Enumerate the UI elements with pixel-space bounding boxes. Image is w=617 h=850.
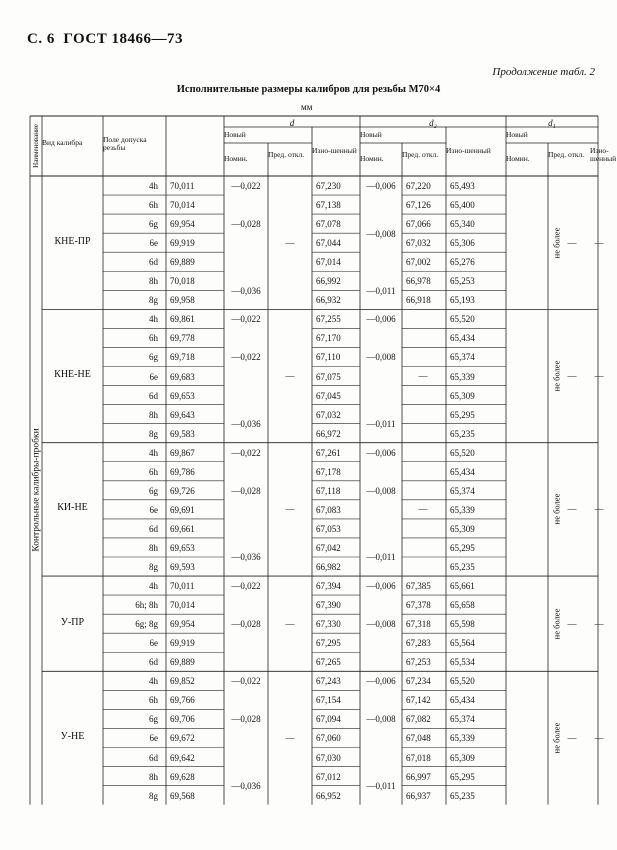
d-nomin-cell: 69,867 <box>170 447 195 458</box>
d2-nomin-cell: 67,118 <box>316 485 341 496</box>
d2-izn-cell: 67,066 <box>406 219 431 230</box>
d2-dev-cell: —0,008 <box>366 619 396 630</box>
d1-pred-dash: — <box>567 237 577 248</box>
pole-cell: 6h <box>149 200 158 211</box>
d1-pred-dash: — <box>567 732 577 743</box>
kalibr-name: КНЕ-НЕ <box>54 369 91 381</box>
d2-nomin-cell: 67,390 <box>316 600 341 611</box>
d1-nomin-cell: 65,564 <box>450 638 475 649</box>
d1-nomin-cell: 65,534 <box>450 657 475 668</box>
d1-nomin-cell: 65,520 <box>450 447 475 458</box>
pole-cell: 4h <box>149 676 158 687</box>
d1-nomin-cell: 65,309 <box>450 523 475 534</box>
kalibr-name: КИ-НЕ <box>57 502 88 514</box>
d-nomin-cell: 69,583 <box>170 428 195 439</box>
kalibr-name: У-НЕ <box>60 730 85 742</box>
d2-nomin-cell: 67,044 <box>316 238 341 249</box>
d2-izn-cell: 67,253 <box>406 657 431 668</box>
d2-nomin-cell: 67,261 <box>316 447 341 458</box>
kalibr-name: КНЕ-ПР <box>54 235 91 247</box>
d2-nomin-cell: 67,178 <box>316 466 341 477</box>
d-nomin-cell: 70,014 <box>170 600 195 611</box>
d-nomin-cell: 69,954 <box>170 619 195 630</box>
d1-nomin-cell: 65,295 <box>450 409 475 420</box>
d1-nomin-cell: 65,374 <box>450 485 475 496</box>
d2-dev-cell: —0,011 <box>366 552 396 563</box>
header-izn-d: Изно-шенный <box>312 146 357 155</box>
d-nomin-cell: 69,653 <box>170 390 195 401</box>
pole-cell: 6h <box>149 333 158 344</box>
d2-nomin-cell: 67,295 <box>316 638 341 649</box>
pole-cell: 4h <box>149 447 158 458</box>
d-dev-cell: —0,022 <box>231 314 261 325</box>
d2-nomin-cell: 67,030 <box>316 752 341 763</box>
d2-nomin-cell: 67,243 <box>316 676 341 687</box>
d-nomin-cell: 69,726 <box>170 485 195 496</box>
d2-izn-dash: — <box>418 371 428 382</box>
d2-nomin-cell: 66,972 <box>316 428 341 439</box>
header-nomin-d2: Номин. <box>360 154 384 163</box>
d2-nomin-cell: 67,042 <box>316 542 341 553</box>
header-nomin-d: Номин. <box>224 154 248 163</box>
d-nomin-cell: 69,852 <box>170 676 195 687</box>
d2-izn-cell: 67,220 <box>406 181 431 191</box>
d-nomin-cell: 69,718 <box>170 352 195 363</box>
d-nomin-cell: 69,691 <box>170 504 195 515</box>
pole-cell: 4h <box>149 181 158 191</box>
d2-nomin-cell: 66,952 <box>316 790 341 801</box>
d-nomin-cell: 70,018 <box>170 276 195 287</box>
d2-izn-cell: 67,318 <box>406 619 431 630</box>
d1-nomin-cell: 65,374 <box>450 352 475 363</box>
ne-bolee-label: не более <box>550 608 561 640</box>
header-novyi-d2: Новый <box>360 130 382 139</box>
d2-dev-cell: —0,008 <box>366 485 396 496</box>
d1-nomin-cell: 65,520 <box>450 314 475 325</box>
d1-pred-dash: — <box>567 371 577 382</box>
d-dev-cell: —0,028 <box>231 219 261 230</box>
pole-cell: 8h <box>149 771 158 782</box>
d-dev-cell: —0,022 <box>231 581 261 592</box>
table-continuation: Продолжение табл. 2 <box>492 66 595 78</box>
d2-dev-cell: —0,011 <box>366 781 396 792</box>
d-nomin-cell: 69,919 <box>170 238 195 249</box>
d1-nomin-cell: 65,520 <box>450 676 475 687</box>
kalibr-name: У-ПР <box>60 616 85 628</box>
d-nomin-cell: 69,628 <box>170 771 195 782</box>
d2-nomin-cell: 67,230 <box>316 181 341 191</box>
ne-bolee-label: не более <box>550 360 561 392</box>
d1-nomin-cell: 65,295 <box>450 771 475 782</box>
d1-nomin-cell: 65,339 <box>450 733 475 744</box>
d2-izn-cell: 67,082 <box>406 714 431 725</box>
d1-nomin-cell: 65,276 <box>450 257 475 268</box>
d1-nomin-cell: 65,339 <box>450 504 475 515</box>
header-pole-dopuska: Поле допуска резьбы <box>103 135 147 152</box>
d1-nomin-cell: 65,400 <box>450 200 475 211</box>
d-nomin-cell: 69,653 <box>170 542 195 553</box>
d1-nomin-cell: 65,235 <box>450 428 475 439</box>
d2-nomin-cell: 67,045 <box>316 390 341 401</box>
header-izn-d2: Изно-шенный <box>446 146 491 155</box>
pole-cell: 6e <box>149 238 158 249</box>
d-nomin-cell: 69,672 <box>170 733 195 744</box>
d2-nomin-cell: 67,255 <box>316 314 341 325</box>
d2-dev-cell: —0,011 <box>366 285 396 296</box>
d1-nomin-cell: 65,295 <box>450 542 475 553</box>
d-dev-cell: —0,028 <box>231 714 261 725</box>
d1-nomin-cell: 65,235 <box>450 562 475 572</box>
d2-dev-cell: —0,006 <box>366 581 396 592</box>
d-dev-cell: —0,022 <box>231 181 261 191</box>
d1-nomin-cell: 65,235 <box>450 790 475 801</box>
d-izn-dash: — <box>285 504 295 515</box>
d2-izn-cell: 67,018 <box>406 752 431 763</box>
d1-nomin-cell: 65,374 <box>450 714 475 725</box>
d1-izn-dash: — <box>594 371 604 382</box>
d2-izn-cell: 66,918 <box>406 295 431 306</box>
d2-nomin-cell: 67,170 <box>316 333 341 344</box>
d1-nomin-cell: 65,434 <box>450 466 475 477</box>
d-dev-cell: —0,036 <box>231 419 261 430</box>
d1-nomin-cell: 65,309 <box>450 390 475 401</box>
d2-nomin-cell: 67,014 <box>316 257 341 268</box>
d-nomin-cell: 69,706 <box>170 714 195 725</box>
d2-nomin-cell: 66,932 <box>316 295 341 306</box>
d2-izn-cell: 67,048 <box>406 733 431 744</box>
d1-nomin-cell: 65,661 <box>450 581 475 592</box>
d2-izn-cell: 67,002 <box>406 257 431 268</box>
pole-cell: 4h <box>149 581 158 592</box>
d-nomin-cell: 69,766 <box>170 695 195 706</box>
d-nomin-cell: 69,661 <box>170 523 195 534</box>
d2-dev-cell: —0,006 <box>366 447 396 458</box>
d2-nomin-cell: 67,075 <box>316 371 341 382</box>
d2-nomin-cell: 67,012 <box>316 771 341 782</box>
pole-cell: 6g <box>149 219 158 230</box>
pole-cell: 6g <box>149 714 158 725</box>
d-dev-cell: —0,022 <box>231 447 261 458</box>
d2-nomin-cell: 67,265 <box>316 657 341 668</box>
d2-nomin-cell: 67,330 <box>316 619 341 630</box>
d1-izn-dash: — <box>594 732 604 743</box>
pole-cell: 6e <box>149 733 158 744</box>
d-nomin-cell: 69,683 <box>170 371 195 382</box>
d2-dev-cell: —0,011 <box>366 419 396 430</box>
page-number: С. 6 <box>27 31 55 47</box>
d2-izn-cell: 67,126 <box>406 200 431 211</box>
d2-nomin-cell: 67,138 <box>316 200 341 211</box>
d1-nomin-cell: 65,253 <box>450 276 475 287</box>
d2-izn-dash: — <box>418 504 428 515</box>
d2-nomin-cell: 67,394 <box>316 581 341 592</box>
header-d1: d₁ <box>548 118 556 128</box>
pole-cell: 6g <box>149 485 158 496</box>
d2-izn-cell: 67,234 <box>406 676 431 687</box>
d2-izn-cell: 67,385 <box>406 581 431 592</box>
pole-cell: 6d <box>149 257 158 268</box>
d-nomin-cell: 69,889 <box>170 257 195 268</box>
d2-nomin-cell: 67,154 <box>316 695 341 706</box>
pole-cell: 6g; 8g <box>135 619 158 630</box>
pole-cell: 6d <box>149 752 158 763</box>
pole-cell: 6e <box>149 504 158 515</box>
d2-nomin-cell: 67,060 <box>316 733 341 744</box>
d1-izn-dash: — <box>594 618 604 629</box>
d-nomin-cell: 70,011 <box>170 581 195 592</box>
d-izn-dash: — <box>285 618 295 629</box>
d1-nomin-cell: 65,193 <box>450 295 475 306</box>
pole-cell: 6h <box>149 466 158 477</box>
pole-cell: 6h <box>149 695 158 706</box>
ne-bolee-label: не более <box>550 494 561 525</box>
d-dev-cell: —0,022 <box>231 676 261 687</box>
d-izn-dash: — <box>285 371 295 382</box>
d2-nomin-cell: 67,110 <box>316 352 341 363</box>
d-nomin-cell: 69,889 <box>170 657 195 668</box>
header-vid-kalibra: Вид калибра <box>42 138 83 147</box>
d-nomin-cell: 69,568 <box>170 790 195 801</box>
d2-izn-cell: 66,937 <box>406 790 431 801</box>
d1-nomin-cell: 65,306 <box>450 238 475 249</box>
pole-cell: 4h <box>149 314 158 325</box>
pole-cell: 6e <box>149 371 158 382</box>
standard-code: ГОСТ 18466—73 <box>63 31 183 47</box>
d1-nomin-cell: 65,339 <box>450 371 475 382</box>
d-dev-cell: —0,036 <box>231 285 261 296</box>
d1-izn-dash: — <box>594 504 604 515</box>
header-nomin-d1: Номин. <box>506 154 530 163</box>
d1-nomin-cell: 65,658 <box>450 600 475 611</box>
ne-bolee-label: не более <box>550 722 561 754</box>
header-novyi-d: Новый <box>224 130 246 139</box>
d2-izn-cell: 67,283 <box>406 638 431 649</box>
d1-nomin-cell: 65,340 <box>450 219 475 230</box>
d-dev-cell: —0,036 <box>231 781 261 792</box>
pole-cell: 8g <box>149 790 158 801</box>
units-label: мм <box>301 102 313 112</box>
d1-nomin-cell: 65,598 <box>450 619 475 630</box>
d2-nomin-cell: 67,083 <box>316 504 341 515</box>
d1-nomin-cell: 65,434 <box>450 695 475 706</box>
pole-cell: 8h <box>149 542 158 553</box>
d2-izn-cell: 66,997 <box>406 771 431 782</box>
pole-cell: 6d <box>149 523 158 534</box>
d-nomin-cell: 70,014 <box>170 200 195 211</box>
d2-dev-cell: —0,006 <box>366 676 396 687</box>
pole-cell: 8h <box>149 409 158 420</box>
d2-dev-cell: —0,006 <box>366 314 396 325</box>
d2-dev-cell: —0,008 <box>366 714 396 725</box>
pole-cell: 8g <box>149 428 158 439</box>
d-dev-cell: —0,028 <box>231 619 261 630</box>
d-dev-cell: —0,028 <box>231 485 261 496</box>
d1-nomin-cell: 65,434 <box>450 333 475 344</box>
d2-nomin-cell: 67,032 <box>316 409 341 420</box>
d-dev-cell: —0,022 <box>231 352 261 363</box>
pole-cell: 6g <box>149 352 158 363</box>
d-izn-dash: — <box>285 237 295 248</box>
d2-nomin-cell: 67,078 <box>316 219 341 230</box>
d1-nomin-cell: 65,309 <box>450 752 475 763</box>
d-izn-dash: — <box>285 732 295 743</box>
pole-cell: 8g <box>149 295 158 306</box>
d-dev-cell: —0,036 <box>231 552 261 563</box>
header-d2: d₂ <box>429 118 437 128</box>
d-nomin-cell: 69,778 <box>170 333 195 344</box>
pole-cell: 6e <box>149 638 158 649</box>
pole-cell: 6d <box>149 390 158 401</box>
d-nomin-cell: 69,861 <box>170 314 195 325</box>
d2-dev-cell: —0,006 <box>366 181 396 191</box>
header-naimenovanie: Наименование <box>31 124 40 168</box>
d-nomin-cell: 69,958 <box>170 295 195 306</box>
d2-dev-cell: —0,008 <box>366 228 396 239</box>
d1-nomin-cell: 65,493 <box>450 181 475 191</box>
header-pred-d2: Пред. откл. <box>402 150 439 159</box>
table-title: Исполнительные размеры калибров для резьбы М70×4 <box>176 84 441 95</box>
pole-cell: 6d <box>149 657 158 668</box>
d1-izn-dash: — <box>594 237 604 248</box>
header-izn-d1: Изно-шенный <box>590 146 617 163</box>
d2-izn-cell: 67,032 <box>406 238 431 249</box>
d2-nomin-cell: 66,992 <box>316 276 341 287</box>
pole-cell: 6h; 8h <box>135 600 158 611</box>
ne-bolee-label: не более <box>550 227 561 259</box>
d2-nomin-cell: 67,094 <box>316 714 341 725</box>
header-pred-d: Пред. откл. <box>268 150 305 159</box>
header-novyi-d1: Новый <box>506 130 528 139</box>
group-label: Контрольные калибры-пробки <box>31 428 42 552</box>
d2-izn-cell: 66,978 <box>406 276 431 287</box>
pole-cell: 8g <box>149 562 158 572</box>
d-nomin-cell: 69,954 <box>170 219 195 230</box>
d-nomin-cell: 69,786 <box>170 466 195 477</box>
d2-nomin-cell: 66,982 <box>316 562 341 572</box>
d-nomin-cell: 70,011 <box>170 181 195 191</box>
header-d: d <box>289 118 295 128</box>
header-pred-d1: Пред. откл. <box>548 150 585 159</box>
d2-nomin-cell: 67,053 <box>316 523 341 534</box>
d-nomin-cell: 69,642 <box>170 752 195 763</box>
pole-cell: 8h <box>149 276 158 287</box>
d-nomin-cell: 69,919 <box>170 638 195 649</box>
d1-pred-dash: — <box>567 504 577 515</box>
d-nomin-cell: 69,593 <box>170 562 195 572</box>
d1-pred-dash: — <box>567 618 577 629</box>
d2-izn-cell: 67,142 <box>406 695 431 706</box>
d2-izn-cell: 67,378 <box>406 600 431 611</box>
d2-dev-cell: —0,008 <box>366 352 396 363</box>
d-nomin-cell: 69,643 <box>170 409 195 420</box>
